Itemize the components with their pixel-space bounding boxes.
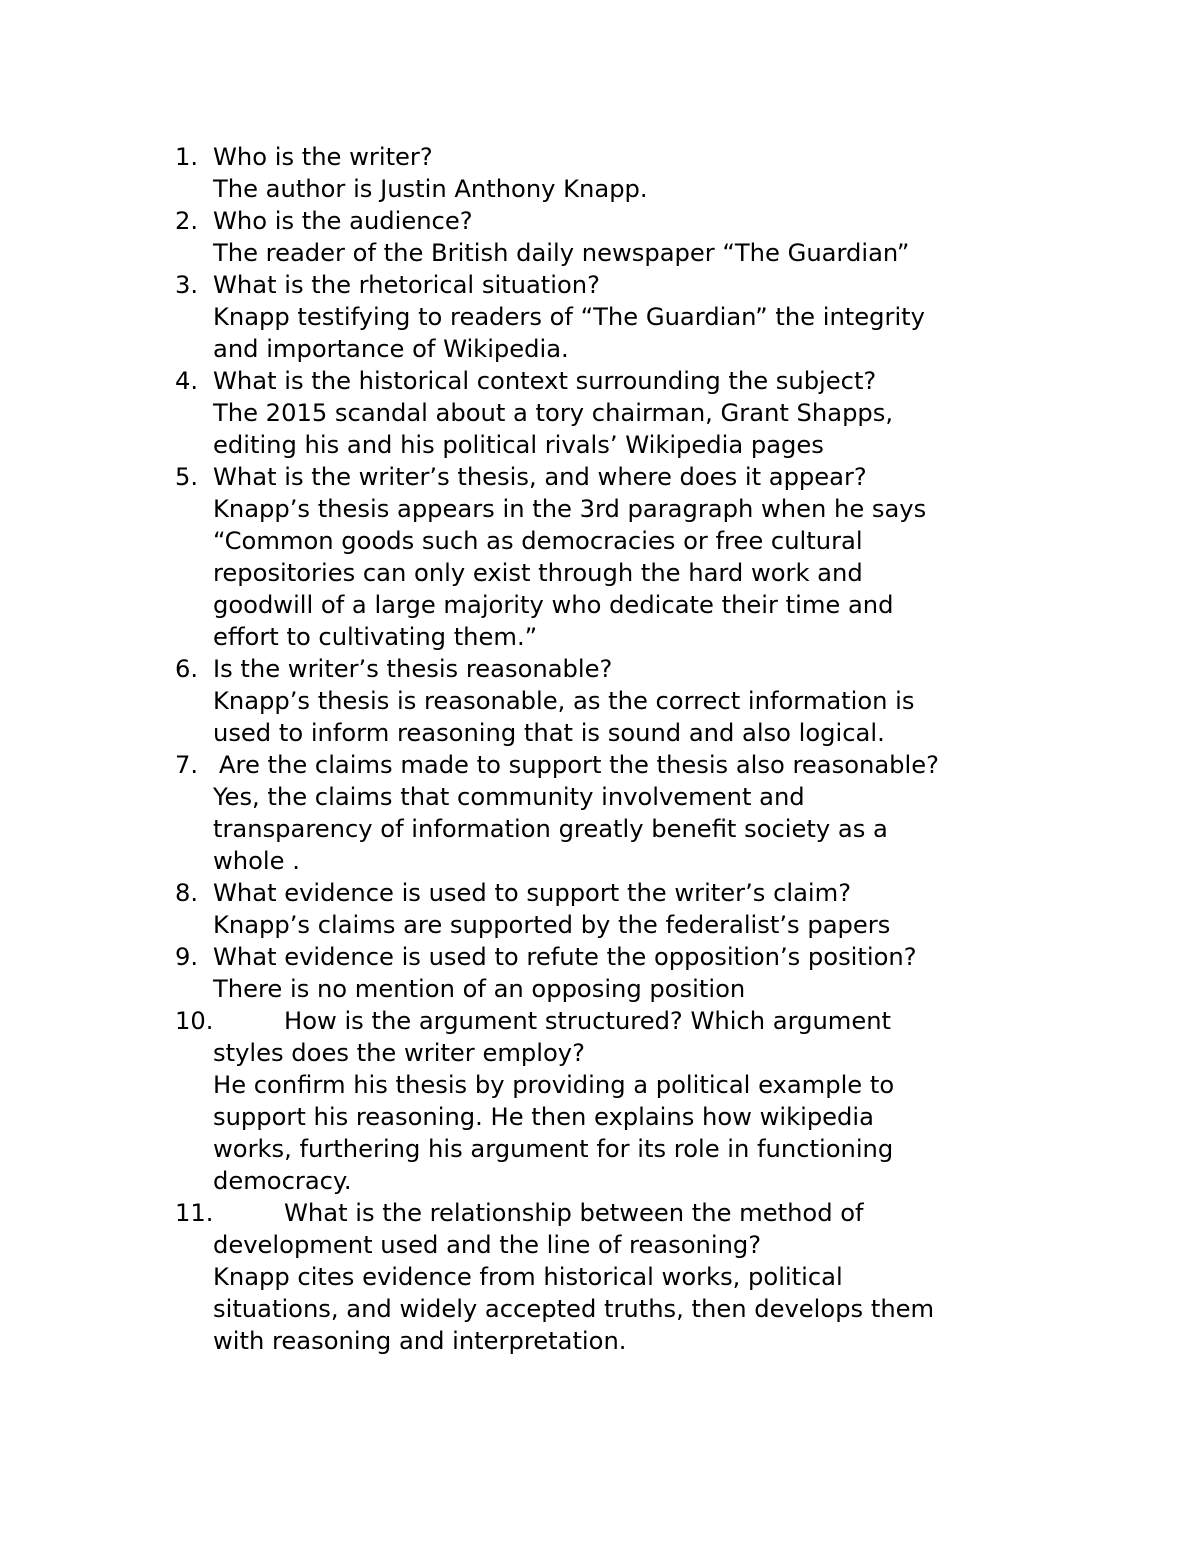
- item-number: 1.: [175, 143, 199, 171]
- item-number: 9.: [175, 943, 199, 971]
- question-text: What is the historical context surrounding the subject?: [213, 367, 877, 395]
- answer-text: Knapp’s thesis is reasonable, as the correct information is: [213, 687, 915, 715]
- answer-text: editing his and his political rivals’ Wikipedia pages: [213, 431, 824, 459]
- answer-text: Knapp’s thesis appears in the 3rd paragraph when he says: [213, 495, 927, 523]
- list-item: [0, 461, 1200, 653]
- answer-text: There is no mention of an opposing position: [213, 975, 746, 1003]
- answer-text: support his reasoning. He then explains how wikipedia: [213, 1103, 874, 1131]
- answer-text: Knapp’s claims are supported by the federalist’s papers: [213, 911, 891, 939]
- answer-text: The reader of the British daily newspaper “The Guardian”: [213, 239, 910, 267]
- list-item: [0, 1197, 1200, 1357]
- question-list: [0, 141, 1200, 1357]
- list-item: [0, 141, 1200, 205]
- item-number: 8.: [175, 879, 199, 907]
- answer-text: democracy.: [213, 1167, 352, 1195]
- question-text: Who is the audience?: [213, 207, 473, 235]
- item-number: 7.: [175, 751, 199, 779]
- answer-text: and importance of Wikipedia.: [213, 335, 569, 363]
- item-number: 3.: [175, 271, 199, 299]
- answer-text: The author is Justin Anthony Knapp.: [213, 175, 648, 203]
- list-item: [0, 749, 1200, 877]
- answer-text: Knapp testifying to readers of “The Guardian” the integrity: [213, 303, 925, 331]
- item-number: 4.: [175, 367, 199, 395]
- answer-text: The 2015 scandal about a tory chairman, Grant Shapps,: [213, 399, 894, 427]
- item-number: 2.: [175, 207, 199, 235]
- answer-text: repositories can only exist through the hard work and: [213, 559, 863, 587]
- question-text: Is the writer’s thesis reasonable?: [213, 655, 613, 683]
- list-item: [0, 653, 1200, 749]
- question-text: styles does the writer employ?: [213, 1039, 585, 1067]
- item-number: 6.: [175, 655, 199, 683]
- answer-text: with reasoning and interpretation.: [213, 1327, 627, 1355]
- question-text: Who is the writer?: [213, 143, 433, 171]
- question-text: What is the writer’s thesis, and where does it appear?: [213, 463, 867, 491]
- item-number: 5.: [175, 463, 199, 491]
- list-item: [0, 877, 1200, 941]
- item-number: 11.: [175, 1199, 214, 1227]
- answer-text: goodwill of a large majority who dedicate their time and: [213, 591, 894, 619]
- question-text: What evidence is used to refute the opposition’s position?: [213, 943, 917, 971]
- item-number: 10.: [175, 1007, 214, 1035]
- list-item: [0, 205, 1200, 269]
- question-text: What evidence is used to support the writer’s claim?: [213, 879, 852, 907]
- answer-text: situations, and widely accepted truths, then develops them: [213, 1295, 935, 1323]
- answer-text: works, furthering his argument for its role in functioning: [213, 1135, 894, 1163]
- answer-text: effort to cultivating them.”: [213, 623, 538, 651]
- answer-text: transparency of information greatly benefit society as a: [213, 815, 888, 843]
- answer-text: Yes, the claims that community involvement and: [213, 783, 805, 811]
- answer-text: used to inform reasoning that is sound and also logical.: [213, 719, 885, 747]
- answer-text: He confirm his thesis by providing a political example to: [213, 1071, 895, 1099]
- answer-text: whole .: [213, 847, 300, 875]
- answer-text: Knapp cites evidence from historical works, political: [213, 1263, 843, 1291]
- question-text: What is the relationship between the method of: [284, 1199, 864, 1227]
- question-text: development used and the line of reasoning?: [213, 1231, 762, 1259]
- question-text: What is the rhetorical situation?: [213, 271, 600, 299]
- answer-text: “Common goods such as democracies or free cultural: [213, 527, 863, 555]
- list-item: [0, 941, 1200, 1005]
- list-item: [0, 269, 1200, 365]
- question-text: Are the claims made to support the thesis also reasonable?: [219, 751, 939, 779]
- question-text: How is the argument structured? Which argument: [284, 1007, 892, 1035]
- list-item: [0, 1005, 1200, 1197]
- list-item: [0, 365, 1200, 461]
